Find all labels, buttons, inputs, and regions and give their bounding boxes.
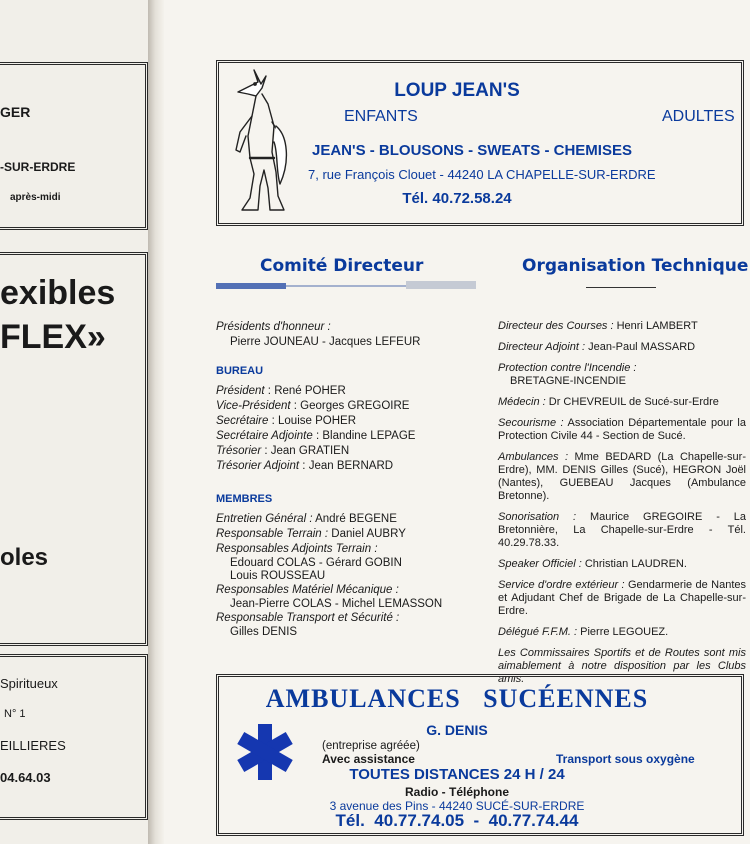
left-ad-1-line-2: -SUR-ERDRE (0, 160, 76, 174)
organisation-column (498, 320, 746, 686)
org-entry: Directeur Adjoint : Jean-Paul MASSARD (498, 341, 696, 353)
ambulance-oxygen: Transport sous oxygène (556, 752, 695, 766)
membre-row: Entretien Général : André BEGENE (216, 513, 397, 525)
left-ad-3-line-4: 04.64.03 (0, 770, 51, 785)
org-closing: Les Commissaires Sportifs et de Routes sont mis aimablement à notre disposition par les Clubs amis. (498, 647, 746, 685)
loup-phone: Tél. 40.72.58.24 (402, 190, 512, 207)
org-entry: Secourisme : Association Départementale pour la Protection Civile 44 - Section de Sucé. (498, 417, 746, 442)
membre-names: Edouard COLAS - Gérard GOBIN Louis ROUSSEAU (230, 557, 402, 582)
membre-names: Jean-Pierre COLAS - Michel LEMASSON (230, 598, 443, 610)
org-entry: Directeur des Courses : Henri LAMBERT (498, 320, 698, 332)
org-entry: Sonorisation : Maurice GREGOIRE - La Bretonnière, La Chapelle-sur-Erdre - Tél. 40.29.78.33. (498, 511, 747, 549)
org-entry: Protection contre l'Incendie : BRETAGNE-INCENDIE (498, 362, 637, 387)
bureau-row: Trésorier : Jean GRATIEN (216, 445, 350, 457)
left-ad-1-line-1: GER (0, 104, 31, 120)
loup-title: LOUP JEAN'S (394, 80, 520, 101)
bureau-list (216, 384, 466, 474)
org-entry: Ambulances : Mme BEDARD (La Chapelle-sur-Erdre), MM. DENIS Gilles (Sucé), HEGRON Joël (Nantes), GUEBEAU Jacques (Ambulance Bretonne). (498, 451, 746, 502)
loup-adultes: ADULTES (662, 108, 735, 125)
membres-list (216, 512, 466, 639)
left-ad-2-line-3: oles (0, 544, 49, 571)
ambulance-owner: G. DENIS (426, 722, 488, 738)
left-ad-1 (0, 62, 148, 230)
membre-row: Responsables Matériel Mécanique : (216, 584, 399, 596)
loup-address: 7, rue François Clouet - 44240 LA CHAPELLE-SUR-ERDRE (308, 167, 656, 182)
comite-heading-smudge (216, 279, 476, 291)
org-entry: Délégué F.F.M. : Pierre LEGOUEZ. (498, 626, 669, 638)
left-ad-2-line-2: FLEX» (0, 318, 106, 356)
left-ad-3-line-1: Spiritueux (0, 676, 58, 691)
bureau-row: Secrétaire : Louise POHER (216, 415, 356, 427)
membre-row: Responsable Transport et Sécurité : (216, 612, 400, 624)
left-page (0, 0, 148, 844)
page-gutter (148, 0, 164, 844)
ambulance-title: AMBULANCES SUCÉENNES (265, 684, 649, 713)
left-ad-2-line-1: exibles (0, 274, 116, 312)
membre-row: Responsable Terrain : Daniel AUBRY (216, 528, 406, 540)
membre-names: Gilles DENIS (230, 626, 298, 638)
right-page (164, 0, 750, 844)
ambulance-approved: (entreprise agréée) (322, 740, 420, 752)
organisation-heading-rule (586, 287, 656, 288)
membre-row: Responsables Adjoints Terrain : (216, 543, 378, 555)
org-entry: Speaker Officiel : Christian LAUDREN. (498, 558, 687, 570)
left-ad-3-line-2: N° 1 (4, 708, 26, 720)
bureau-row: Secrétaire Adjointe : Blandine LEPAGE (216, 430, 416, 442)
bureau-row: Trésorier Adjoint : Jean BERNARD (216, 460, 394, 472)
bureau-row: Président : René POHER (216, 385, 346, 397)
organisation-heading: Organisation Technique (522, 256, 749, 276)
ambulance-distances: TOUTES DISTANCES 24 H / 24 (349, 766, 565, 783)
presidents-names: Pierre JOUNEAU - Jacques LEFEUR (230, 336, 421, 348)
ambulance-assistance: Avec assistance (322, 752, 415, 766)
org-entry: Service d'ordre extérieur : Gendarmerie de Nantes et Adjudant Chef de Brigade de La Chapelle-sur-Erdre. (498, 579, 746, 617)
left-ad-1-line-3: après-midi (10, 192, 61, 203)
presidents-label: Présidents d'honneur : (216, 321, 331, 333)
comite-column (216, 320, 466, 639)
ambulance-address: 3 avenue des Pins - 44240 SUCÉ-SUR-ERDRE (329, 799, 585, 813)
bureau-row: Vice-Président : Georges GREGOIRE (216, 400, 410, 412)
membres-heading: MEMBRES (216, 493, 273, 505)
ambulance-phone: Tél. 40.77.74.05 - 40.77.74.44 (335, 811, 579, 830)
org-entry: Médecin : Dr CHEVREUIL de Sucé-sur-Erdre (498, 396, 719, 408)
comite-heading: Comité Directeur (260, 256, 424, 276)
left-ad-3-line-3: EILLIERES (0, 738, 66, 753)
ambulance-radio: Radio - Téléphone (404, 785, 509, 799)
loup-enfants: ENFANTS (344, 108, 418, 125)
loup-products: JEAN'S - BLOUSONS - SWEATS - CHEMISES (312, 142, 632, 159)
bureau-heading: BUREAU (216, 365, 264, 377)
